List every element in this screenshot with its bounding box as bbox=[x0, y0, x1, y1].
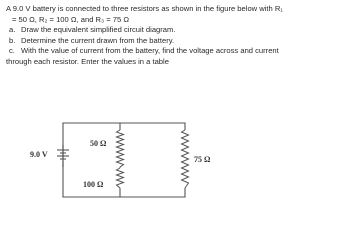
part-b-text: Determine the current drawn from the battery. bbox=[21, 35, 175, 45]
resistor-r2-icon bbox=[117, 168, 124, 188]
part-a-marker: a. bbox=[9, 25, 16, 34]
part-c-text: With the value of current from the battery, find the voltage across and current bbox=[21, 46, 279, 55]
part-a-text: Draw the equivalent simplified circuit diagram. bbox=[21, 25, 176, 34]
wire-top-rail bbox=[120, 123, 185, 130]
wire-left-loop bbox=[63, 145, 120, 197]
resistor-r3-label: 75 Ω bbox=[194, 155, 211, 164]
resistor-r1-icon bbox=[117, 130, 124, 167]
battery-icon bbox=[57, 145, 69, 167]
part-b-marker: b. bbox=[9, 35, 16, 45]
resistor-r2-label: 100 Ω bbox=[83, 180, 104, 189]
problem-intro-line-2: = 50 Ω, R₂ = 100 Ω, and R₃ = 75 Ω bbox=[12, 14, 130, 24]
wire-bottom-rail bbox=[120, 188, 185, 197]
problem-continuation: through each resistor. Enter the values in a table bbox=[6, 56, 169, 66]
battery-label: 9.0 V bbox=[30, 150, 48, 159]
resistor-r1-label: 50 Ω bbox=[90, 139, 107, 148]
part-c-marker: c. bbox=[9, 46, 15, 55]
problem-intro-line-1: A 9.0 V battery is connected to three resistors as shown in the figure below with R₁ bbox=[6, 4, 283, 13]
resistor-r3-icon bbox=[182, 130, 189, 188]
